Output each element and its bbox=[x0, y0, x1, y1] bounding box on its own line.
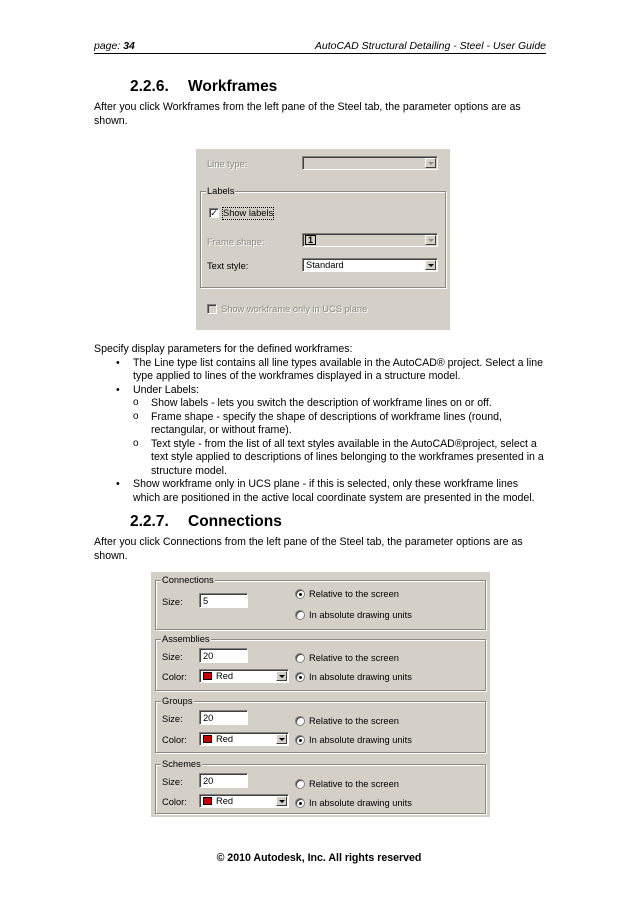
show-ucs-label: Show workframe only in UCS plane bbox=[221, 304, 368, 314]
size-label: Size: bbox=[162, 777, 183, 787]
absolute-label[interactable]: In absolute drawing units bbox=[309, 672, 412, 682]
groups-size-input[interactable]: 20 bbox=[199, 710, 248, 725]
list-item: o Show labels - lets you switch the description of workframe lines on or off. bbox=[133, 397, 546, 411]
document-title: AutoCAD Structural Detailing - Steel - User Guide bbox=[314, 40, 546, 52]
section-intro-workframes bbox=[94, 101, 546, 128]
schemes-size-input[interactable]: 20 bbox=[199, 773, 248, 788]
frame-shape-select[interactable] bbox=[302, 233, 438, 247]
line-type-select[interactable] bbox=[302, 156, 438, 170]
group-title: Connections bbox=[162, 575, 214, 585]
relative-label[interactable]: Relative to the screen bbox=[309, 716, 399, 726]
text-style-value: Standard bbox=[306, 260, 344, 270]
frame-shape-preview: 1 bbox=[305, 235, 316, 245]
footer-copyright: © 2010 Autodesk, Inc. All rights reserved bbox=[216, 852, 422, 864]
group-title: Groups bbox=[162, 696, 193, 706]
chevron-down-icon[interactable] bbox=[276, 796, 287, 806]
color-swatch bbox=[203, 735, 212, 743]
connections-absolute-radio[interactable] bbox=[295, 610, 305, 620]
section-heading-connections bbox=[130, 513, 282, 531]
labels-sub-bullets bbox=[133, 397, 546, 478]
color-swatch bbox=[203, 672, 212, 680]
group-title: Assemblies bbox=[162, 634, 210, 644]
show-labels-label[interactable]: Show labels bbox=[223, 208, 274, 218]
labels-group-title: Labels bbox=[207, 186, 235, 196]
chevron-down-icon[interactable] bbox=[276, 734, 287, 744]
intro-text: After you click Workframes from the left pane of the Steel tab, the parameter options are as shown. bbox=[94, 101, 521, 127]
line-type-label: Line type: bbox=[207, 159, 248, 169]
chevron-down-icon[interactable] bbox=[425, 158, 436, 168]
frame-shape-label: Frame shape: bbox=[207, 237, 265, 247]
groups-relative-radio[interactable] bbox=[295, 716, 305, 726]
assemblies-absolute-radio[interactable] bbox=[295, 672, 305, 682]
relative-label[interactable]: Relative to the screen bbox=[309, 589, 399, 599]
connections-relative-radio[interactable] bbox=[295, 589, 305, 599]
schemes-absolute-radio[interactable] bbox=[295, 798, 305, 808]
schemes-color-select[interactable]: Red bbox=[199, 794, 289, 808]
color-swatch bbox=[203, 797, 212, 805]
section-number: 2.2.7. bbox=[130, 513, 169, 530]
connections-dialog bbox=[151, 572, 490, 817]
list-item: • The Line type list contains all line types available in the AutoCAD® project. Select a line type applied to lines of the workframes displayed in a structure model. bbox=[94, 357, 546, 384]
color-label: Color: bbox=[162, 797, 187, 807]
intro-text: After you click Connections from the left pane of the Steel tab, the parameter options are as shown. bbox=[94, 536, 523, 562]
workframes-dialog bbox=[196, 149, 450, 330]
list-item: o Text style - from the list of all text styles available in the AutoCAD®project, select a text style applied to descriptions of lines belonging to the workframes presented in a structure model. bbox=[133, 438, 546, 479]
schemes-relative-radio[interactable] bbox=[295, 779, 305, 789]
absolute-label[interactable]: In absolute drawing units bbox=[309, 735, 412, 745]
groups-color-select[interactable]: Red bbox=[199, 732, 289, 746]
list-item: • Under Labels: o Show labels - lets you switch the description of workframe lines on or off. o Frame shape - specify the shape of descriptions of workframe lines (round, rectangular, or without frame). o Text style - from the list of all text styles available in the AutoCAD®project, select a text style applied to descriptions of lines belonging to the workframes presented in a structure model. bbox=[94, 384, 546, 479]
header-divider bbox=[94, 53, 546, 54]
chevron-down-icon[interactable] bbox=[425, 235, 436, 245]
show-ucs-checkbox[interactable] bbox=[207, 304, 217, 314]
size-label: Size: bbox=[162, 714, 183, 724]
assemblies-relative-radio[interactable] bbox=[295, 653, 305, 663]
text-style-label: Text style: bbox=[207, 261, 249, 271]
chevron-down-icon[interactable] bbox=[276, 671, 287, 681]
page-number: 34 bbox=[123, 40, 135, 52]
assemblies-size-input[interactable]: 20 bbox=[199, 648, 248, 663]
list-item: o Frame shape - specify the shape of descriptions of workframe lines (round, rectangular, or without frame). bbox=[133, 411, 546, 438]
chevron-down-icon[interactable] bbox=[425, 260, 436, 270]
page-header bbox=[94, 40, 546, 54]
workframes-bullets bbox=[94, 357, 546, 506]
relative-label[interactable]: Relative to the screen bbox=[309, 653, 399, 663]
show-labels-checkbox[interactable] bbox=[209, 208, 219, 218]
workframes-description bbox=[94, 343, 546, 505]
section-title: Workframes bbox=[188, 78, 278, 95]
absolute-label[interactable]: In absolute drawing units bbox=[309, 798, 412, 808]
assemblies-color-select[interactable]: Red bbox=[199, 669, 289, 683]
color-label: Color: bbox=[162, 672, 187, 682]
description-lead: Specify display parameters for the defined workframes: bbox=[94, 343, 353, 355]
section-title: Connections bbox=[188, 513, 282, 530]
section-intro-connections bbox=[94, 536, 546, 563]
assemblies-group bbox=[155, 634, 486, 691]
list-item: • Show workframe only in UCS plane - if this is selected, only these workframe lines which are positioned in the active local coordinate system are presented in the model. bbox=[94, 478, 546, 505]
color-label: Color: bbox=[162, 735, 187, 745]
size-label: Size: bbox=[162, 652, 183, 662]
connections-size-input[interactable]: 5 bbox=[199, 593, 248, 608]
group-title: Schemes bbox=[162, 759, 201, 769]
check-icon: ✓ bbox=[210, 208, 218, 218]
section-heading-workframes bbox=[130, 78, 277, 96]
relative-label[interactable]: Relative to the screen bbox=[309, 779, 399, 789]
page-number-label: page: 34 bbox=[94, 40, 135, 52]
section-number: 2.2.6. bbox=[130, 78, 169, 95]
groups-absolute-radio[interactable] bbox=[295, 735, 305, 745]
absolute-label[interactable]: In absolute drawing units bbox=[309, 610, 412, 620]
text-style-select[interactable] bbox=[302, 258, 438, 272]
size-label: Size: bbox=[162, 597, 183, 607]
